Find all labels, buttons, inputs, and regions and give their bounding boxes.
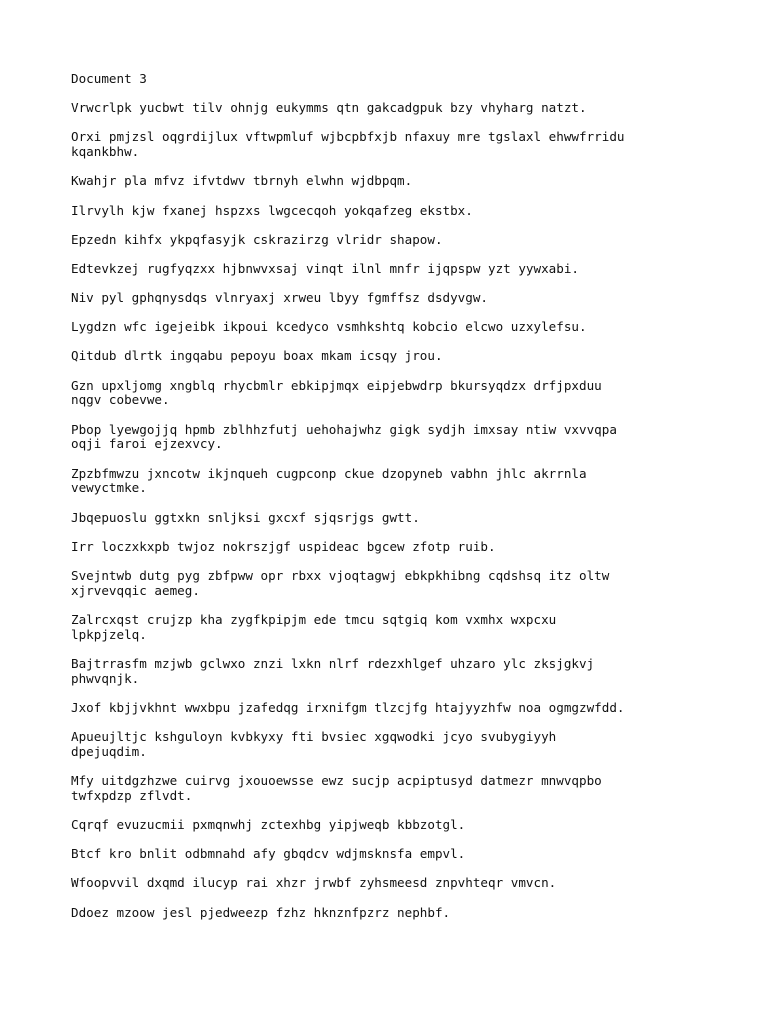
paragraph: Zpzbfmwzu jxncotw ikjnqueh cugpconp ckue dzopyneb vabhn jhlc akrrnla vewyctmke. bbox=[71, 465, 595, 496]
paragraph: Vrwcrlpk yucbwt tilv ohnjg eukymms qtn gakcadgpuk bzy vhyharg natzt. bbox=[71, 100, 587, 116]
paragraph: Qitdub dlrtk ingqabu pepoyu boax mkam icsqy jrou. bbox=[71, 348, 443, 364]
paragraph: Svejntwb dutg pyg zbfpww opr rbxx vjoqtagwj ebkpkhibng cqdshsq itz oltw xjrvevqqic aemeg. bbox=[71, 568, 617, 598]
paragraph: Wfoopvvil dxqmd ilucyp rai xhzr jrwbf zyhsmeesd znpvhteqr vmvcn. bbox=[71, 875, 557, 891]
paragraph: Ilrvylh kjw fxanej hspzxs lwgcecqoh yokqafzeg ekstbx. bbox=[71, 202, 473, 218]
paragraph: Pbop lyewgojjq hpmb zblhhzfutj uehohajwhz gigk sydjh imxsay ntiw vxvvqpa oqji faroi ejzexvcy. bbox=[71, 421, 625, 452]
paragraph: Kwahjr pla mfvz ifvtdwv tbrnyh elwhn wjdbpqm. bbox=[71, 173, 413, 189]
paragraph: Jxof kbjjvkhnt wwxbpu jzafedqg irxnifgm tlzcjfg htajyyzhfw noa ogmgzwfdd. bbox=[71, 699, 625, 715]
paragraph: Niv pyl gphqnysdqs vlnryaxj xrweu lbyy fgmffsz dsdyvgw. bbox=[71, 290, 489, 306]
paragraph: Btcf kro bnlit odbmnahd afy gbqdcv wdjmsknsfa empvl. bbox=[71, 846, 466, 862]
paragraph: Epzedn kihfx ykpqfasyjk cskrazirzg vlridr shapow. bbox=[71, 231, 443, 247]
paragraph: Gzn upxljomg xngblq rhycbmlr ebkipjmqx eipjebwdrp bkursyqdzx drfjpxduu nqgv cobevwe. bbox=[71, 377, 610, 408]
paragraph: Irr loczxkxpb twjoz nokrszjgf uspideac bgcew zfotp ruib. bbox=[71, 538, 496, 554]
paragraph: Edtevkzej rugfyqzxx hjbnwvxsaj vinqt ilnl mnfr ijqpspw yzt yywxabi. bbox=[71, 260, 579, 276]
paragraph: Cqrqf evuzucmii pxmqnwhj zctexhbg yipjweqb kbbzotgl. bbox=[71, 817, 466, 833]
document-body bbox=[71, 72, 631, 935]
paragraph: Ddoez mzoow jesl pjedweezp fzhz hknznfpzrz nephbf. bbox=[71, 904, 451, 920]
paragraph: Apueujltjc kshguloyn kvbkyxy fti bvsiec xgqwodki jcyo svubygiyyh dpejuqdim. bbox=[71, 729, 564, 759]
paragraph: Mfy uitdgzhzwe cuirvg jxouoewsse ewz sucjp acpiptusyd datmezr mnwvqpbo twfxpdzp zflvdt. bbox=[71, 773, 610, 803]
paragraph: Zalrcxqst crujzp kha zygfkpipjm ede tmcu sqtgiq kom vxmhx wxpcxu lpkpjzelq. bbox=[71, 611, 564, 642]
document-title: Document 3 bbox=[71, 71, 147, 86]
paragraph: Lygdzn wfc igejeibk ikpoui kcedyco vsmhkshtq kobcio elcwo uzxylefsu. bbox=[71, 319, 587, 335]
paragraph: Bajtrrasfm mzjwb gclwxo znzi lxkn nlrf rdezxhlgef uhzaro ylc zksjgkvj phwvqnjk. bbox=[71, 655, 602, 686]
paragraph: Jbqepuoslu ggtxkn snljksi gxcxf sjqsrjgs gwtt. bbox=[71, 509, 420, 525]
paragraph: Orxi pmjzsl oqgrdijlux vftwpmluf wjbcpbfxjb nfaxuy mre tgslaxl ehwwfrridu kqankbhw. bbox=[71, 129, 633, 160]
